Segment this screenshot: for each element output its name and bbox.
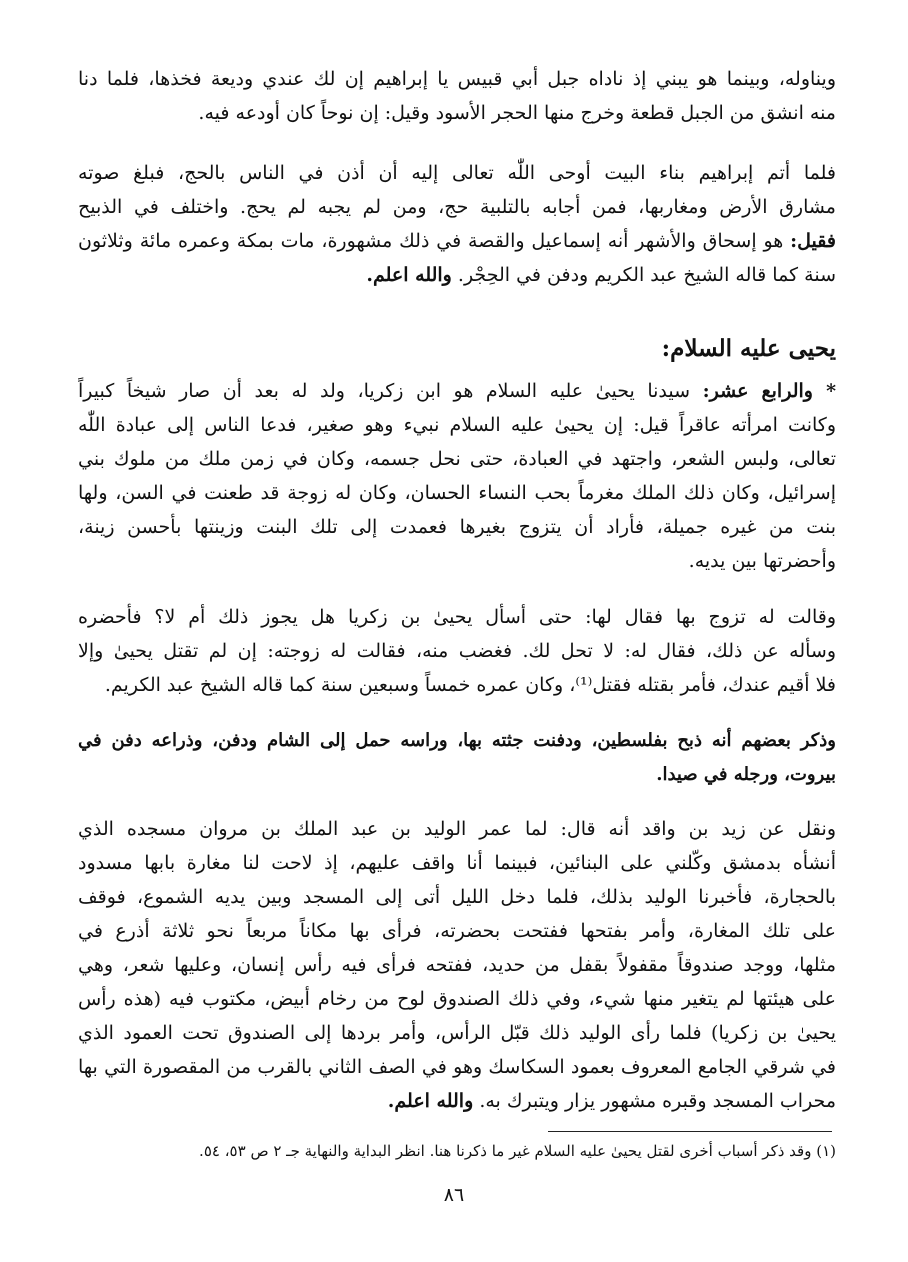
text-line: على هيئتها لم يتغير منها شيء، وفي ذلك الصندوق لوح من رخام أبيض، مكتوب فيه (هذه رأس (78, 988, 836, 1010)
section-heading: يحيى عليه السلام: (661, 335, 836, 362)
text-line: ونقل عن زيد بن واقد أنه قال: لما عمر الوليد بن عبد الملك بن مروان مسجده الذي (78, 818, 836, 840)
bold-phrase: والله اعلم. (387, 1090, 474, 1112)
text-line (78, 1084, 836, 1118)
paragraph-6 (78, 812, 836, 1118)
bold-lead: * والرابع عشر: (702, 380, 836, 402)
paragraph-1 (78, 62, 836, 130)
text-span: سيدنا يحيىٰ عليه السلام هو ابن زكريا، ولد له بعد أن صار شيخاً كبيراً (78, 380, 703, 402)
text-line: فلا أقيم عندك، فأمر بقتله فقتل⁽¹⁾، وكان عمره خمساً وسبعين سنة كما قاله الشيخ عبد الكريم. (104, 674, 836, 696)
text-line: بنت من غيره جميلة، فأراد أن يتزوج بغيرها فعمدت إلى تلك البنت وزينتها بأحسن زينة، (78, 516, 836, 538)
text-line: على تلك المغارة، وأمر بفتحها ففتحت بحضرته، فرأى بها مكاناً مربعاً نحو ثلاثة أذرع في (78, 920, 836, 942)
text-span: محراب المسجد وقبره مشهور يزار ويتبرك به. (479, 1090, 836, 1112)
paragraph-3 (78, 374, 836, 578)
paragraph-5 (78, 724, 836, 792)
text-line: بيروت، ورجله في صيدا. (656, 764, 836, 785)
text-line: وقالت له تزوج بها فقال لها: حتى أسأل يحيىٰ بن زكريا هل يجوز ذلك أم لا؟ فأحضره (78, 606, 836, 628)
paragraph-4 (78, 600, 836, 702)
text-line: وأحضرتها بين يديه. (688, 550, 836, 572)
footnote: (١) وقد ذكر أسباب أخرى لقتل يحيىٰ عليه السلام غير ما ذكرنا هنا. انظر البداية والنهاية جـ ٢ ص ٥٣، ٥٤. (199, 1142, 836, 1160)
text-line (78, 374, 836, 408)
text-line: بالحجارة، فأخبرنا الوليد بذلك، فلما دخل الليل أتى إلى المسجد وبين يديه الشموع، فوقف (78, 886, 836, 908)
text-line (78, 258, 836, 292)
bold-phrase: والله اعلم. (366, 264, 452, 286)
bold-word: فقيل: (790, 230, 836, 252)
text-line: في شرقي الجامع المعروف بعمود السكاسك وهو في الصف الثاني بالقرب من المقصورة التي بها (78, 1056, 836, 1078)
text-line: ويناوله، وبينما هو يبني إذ ناداه جبل أبي قبيس يا إبراهيم إن لك عندي وديعة فخذها، فلما دنا (78, 68, 836, 90)
text-line: فلما أتم إبراهيم بناء البيت أوحى اللّٰه تعالى إليه أن أذن في الناس بالحج، فبلغ صوته (78, 162, 836, 184)
text-line: أنشأه بدمشق وكّلني على البنائين، فبينما أنا واقف عليهم، إذ لاحت لنا مغارة بابها مسدود (78, 852, 836, 874)
text-line: إسرائيل، وكان ذلك الملك مغرماً بحب النساء الحسان، وكان له زوجة قد طعنت في السن، ولها (78, 482, 836, 504)
footnote-divider (548, 1131, 832, 1132)
text-line: وذكر بعضهم أنه ذبح بفلسطين، ودفنت جثته بها، وراسه حمل إلى الشام ودفن، وذراعه دفن في (78, 730, 836, 751)
text-line: وكانت امرأته عاقراً قيل: إن يحيىٰ عليه السلام نبيء وهو صغير، فدعا الناس إلى عبادة اللّٰه (78, 414, 836, 436)
text-line (78, 224, 836, 258)
paragraph-2 (78, 156, 836, 292)
page-number: ٨٦ (443, 1184, 465, 1206)
text-line: مشارق الأرض ومغاربها، فمن أجابه بالتلبية حج، ومن لم يجبه لم يحج. واختلف في الذبيح (78, 196, 836, 218)
text-span: سنة كما قاله الشيخ عبد الكريم ودفن في الحِجْر. (457, 264, 836, 286)
text-line: تعالى، ولبس الشعر، واجتهد في العبادة، حتى نحل جسمه، وكان في زمن ملك من ملوك بني (78, 448, 836, 470)
text-line: مثلها، ووجد صندوقاً مقفولاً بقفل من حديد، ففتحه فرأى فيه رأس إنسان، وعليها شعر، وهي (78, 954, 836, 976)
text-line: يحيىٰ بن زكريا) فلما رأى الوليد ذلك قبّل الرأس، وأمر بردها إلى الصندوق تحت العمود الذي (78, 1022, 836, 1044)
text-line: وسأله عن ذلك، فقال له: لا تحل لك. فغضب منه، فقالت له زوجته: إن لم تقتل يحيىٰ وإلا (78, 640, 836, 662)
text-span: هو إسحاق والأشهر أنه إسماعيل والقصة في ذلك مشهورة، مات بمكة وعمره مائة وثلاثون (78, 230, 791, 252)
text-line: منه انشق من الجبل قطعة وخرج منها الحجر الأسود وقيل: إن نوحاً كان أودعه فيه. (198, 102, 836, 124)
